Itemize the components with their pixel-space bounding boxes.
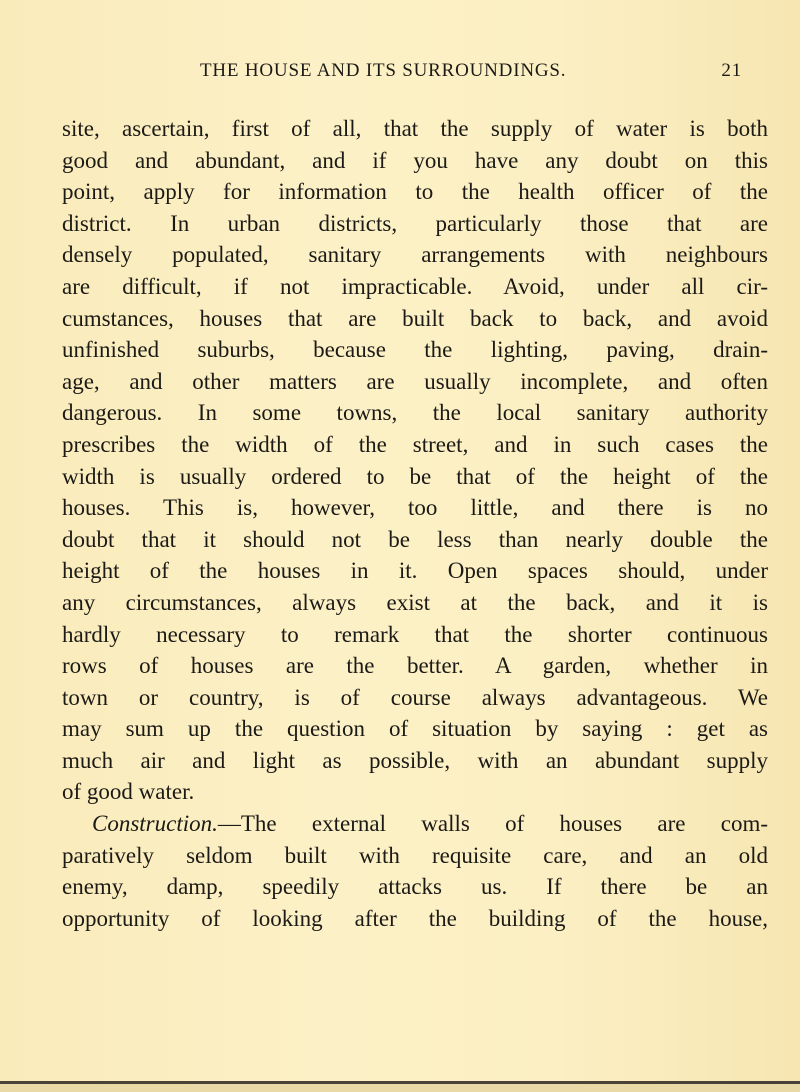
text-line: site, ascertain, first of all, that the supply of water is both [62, 116, 768, 141]
text-line: may sum up the question of situation by saying : get as [62, 716, 768, 742]
text-line: paratively seldom built with requisite care, and an old [62, 842, 768, 868]
text-line: rows of houses are the better. A garden, whether in [62, 653, 768, 679]
text-line: of good water. [62, 779, 195, 805]
running-head [200, 60, 780, 86]
text-line: dangerous. In some towns, the local sanitary authority [62, 400, 768, 426]
text-line: densely populated, sanitary arrangements with neighbours [62, 242, 768, 268]
text-line: width is usually ordered to be that of the height of the [62, 463, 768, 489]
page-bottom-edge [0, 1084, 800, 1092]
section-heading: Construction. [92, 811, 218, 837]
text-line: district. In urban districts, particularly those that are [62, 210, 768, 236]
running-head-title: THE HOUSE AND ITS SURROUNDINGS. [200, 60, 567, 81]
text-line: town or country, is of course always advantageous. We [62, 684, 768, 710]
page-number: 21 [721, 60, 742, 81]
text-line: unfinished suburbs, because the lighting, paving, drain- [62, 337, 768, 363]
section-first-line [62, 808, 768, 840]
text-line: enemy, damp, speedily attacks us. If there be an [62, 874, 768, 900]
text-line: cumstances, houses that are built back to back, and avoid [62, 305, 768, 331]
text-line: good and abundant, and if you have any doubt on this [62, 147, 768, 173]
text-line: are difficult, if not impracticable. Avoid, under all cir- [62, 273, 768, 299]
text-line: houses. This is, however, too little, and there is no [62, 495, 768, 521]
body-text [62, 113, 768, 934]
text-line: prescribes the width of the street, and in such cases the [62, 431, 768, 457]
text-line: height of the houses in it. Open spaces should, under [62, 558, 768, 584]
text-line: age, and other matters are usually incomplete, and often [62, 368, 768, 394]
text-line: hardly necessary to remark that the shorter continuous [62, 621, 768, 647]
text-line: doubt that it should not be less than nearly double the [62, 526, 768, 552]
text-line: opportunity of looking after the building of the house, [62, 905, 768, 931]
text-line: much air and light as possible, with an abundant supply [62, 747, 768, 773]
text-line: any circumstances, always exist at the back, and it is [62, 589, 768, 615]
section-first-line-text: —The external walls of houses are com- [217, 811, 768, 837]
text-line: point, apply for information to the health officer of the [62, 179, 768, 205]
